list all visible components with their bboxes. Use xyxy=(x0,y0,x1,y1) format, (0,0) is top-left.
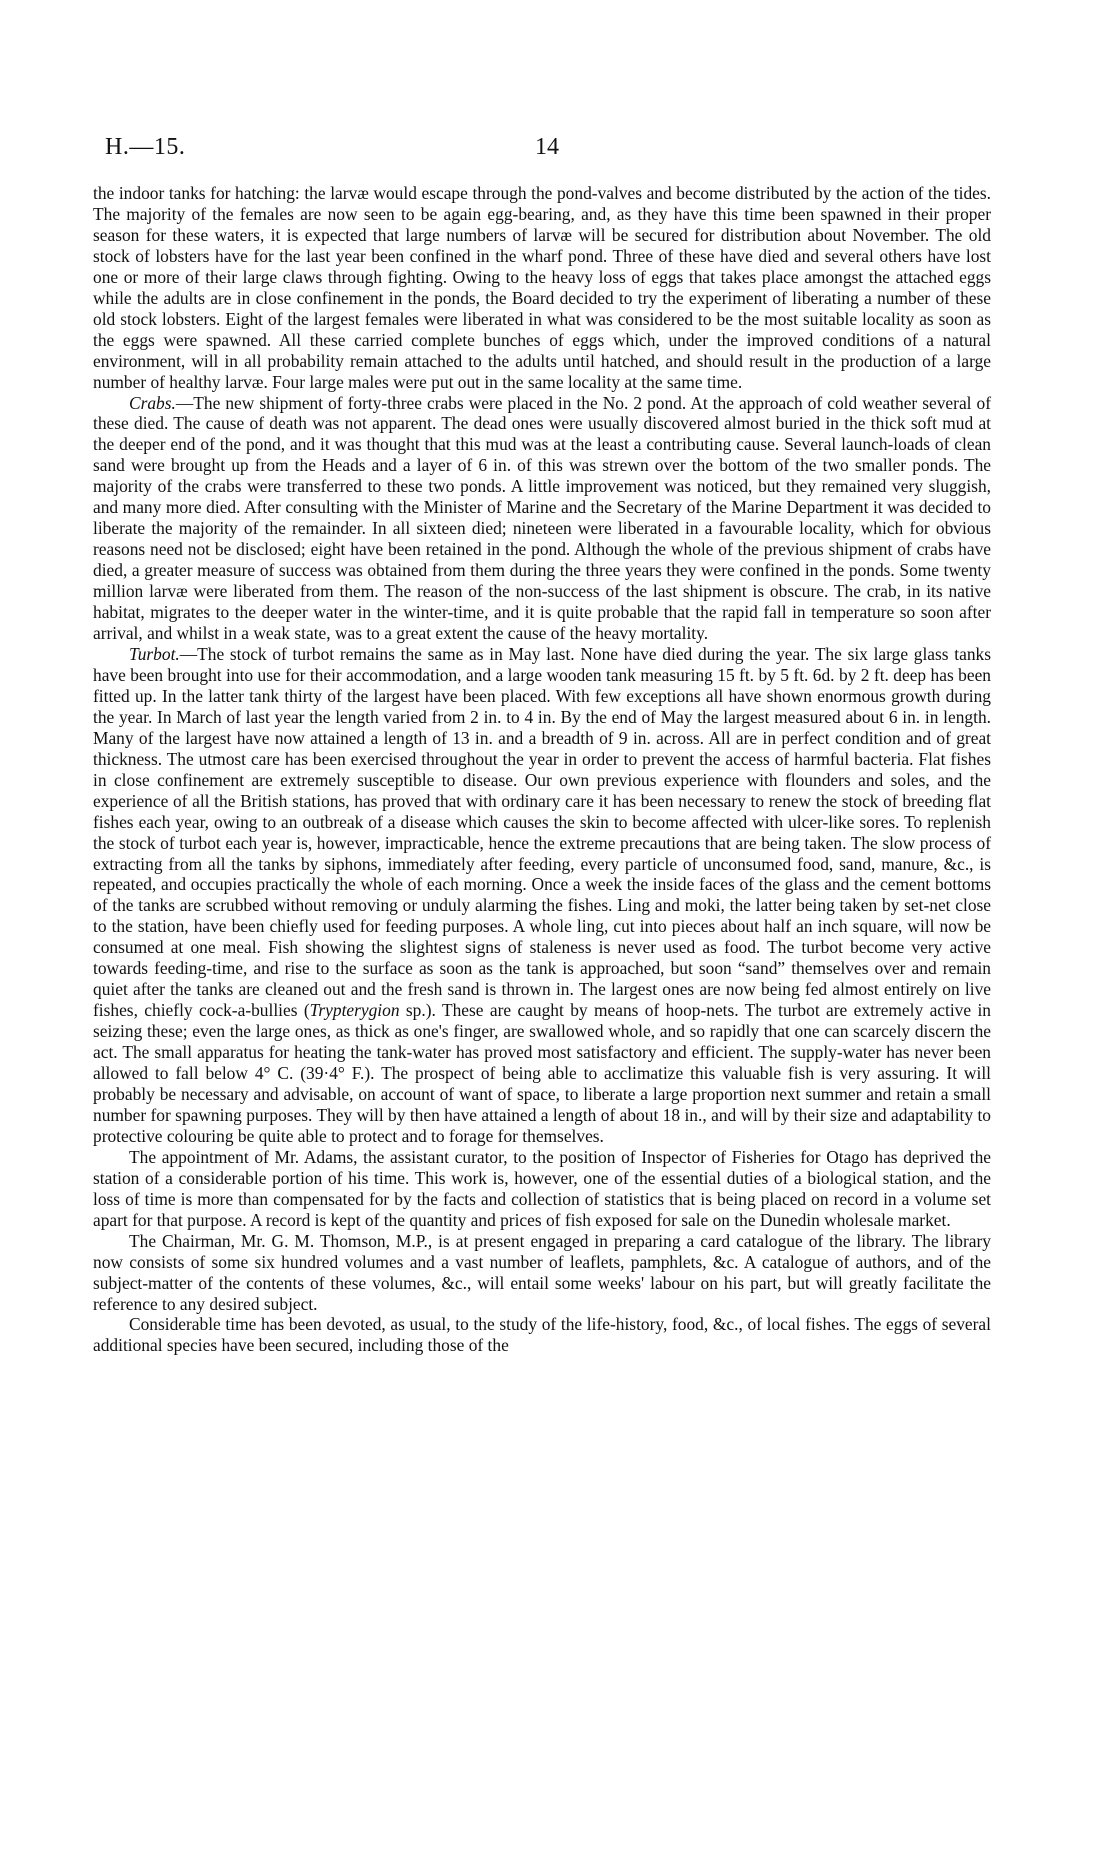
body-text xyxy=(93,183,991,1356)
paragraph-library-catalogue xyxy=(93,1231,991,1315)
running-head xyxy=(105,134,1005,164)
paragraph-local-fishes xyxy=(93,1314,991,1356)
paragraph-text: The Chairman, Mr. G. M. Thomson, M.P., is at present engaged in preparing a card catalogue of the library. The library now consists of some six hundred volumes and a vast number of leaflets, pamphlets, &c. A catalogue of authors, and of the subject-matter of the contents of these volumes, &c., will entail some weeks' labour on his part, but will greatly facilitate the reference to any desired subject. xyxy=(93,1230,991,1314)
section-lead-crabs: Crabs. xyxy=(129,392,176,413)
page-number: 14 xyxy=(535,134,559,160)
document-number: H.—15. xyxy=(105,134,186,160)
section-lead-turbot: Turbot. xyxy=(129,643,180,664)
paragraph-turbot xyxy=(93,644,991,1147)
paragraph-text: The appointment of Mr. Adams, the assistant curator, to the position of Inspector of Fisheries for Otago has deprived the station of a considerable portion of his time. This work is, however, one of the essential duties of a biological station, and the loss of time is more than compensated for by the facts and collection of statistics that is being placed on record in a volume set apart for that purpose. A record is kept of the quantity and prices of fish exposed for sale on the Dunedin wholesale market. xyxy=(93,1146,991,1230)
paragraph-lobsters-continued xyxy=(93,183,991,393)
paragraph-text: Considerable time has been devoted, as usual, to the study of the life-history, food, &c., of local fishes. The eggs of several additional species have been secured, including those of the xyxy=(93,1314,991,1356)
paragraph-text: —The stock of turbot remains the same as in May last. None have died during the year. The six large glass tanks have been brought into use for their accommodation, and a large wooden tank measuring 15 ft. by 5 ft. 6d. by 2 ft. deep has been fitted up. In the latter tank thirty of the largest have been placed. With few exceptions all have shown enormous growth during the year. In March of last year the length varied from 2 in. to 4 in. By the end of May the largest measured about 6 in. in length. Many of the largest have now attained a length of 13 in. and a breadth of 9 in. across. All are in perfect condition and of great thickness. The utmost care has been exercised throughout the year in order to prevent the access of harmful bacteria. Flat fishes in close confinement are extremely susceptible to disease. Our own previous experience with flounders and soles, and the experience of all the British stations, has proved that with ordinary care it has been necessary to renew the stock of breeding flat fishes each year, owing to an outbreak of a disease which causes the skin to become affected with ulcer-like sores. To replenish the stock of turbot each year is, however, impracticable, hence the extreme precautions that are being taken. The slow process of extracting from all the tanks by siphons, immediately after feeding, every particle of unconsumed food, sand, manure, &c., is repeated, and occupies practically the whole of each morning. Once a week the inside faces of the glass and the cement bottoms of the tanks are scrubbed without removing or unduly alarming the fishes. Ling and moki, the latter being taken by set-net close to the station, have been chiefly used for feeding purposes. A whole ling, cut into pieces about half an inch square, will now be consumed at one meal. Fish showing the slightest signs of staleness is never used as food. The turbot become very active towards feeding-time, and rise to the surface as soon as the tank is approached, but soon “sand” themselves over and remain quiet after the tanks are cleaned out and the fresh sand is thrown in. The largest ones are now being fed almost entirely on live fishes, chiefly cock-a-bullies ( xyxy=(93,643,991,1021)
paragraph-text: —The new shipment of forty-three crabs were placed in the No. 2 pond. At the approach of cold weather several of these died. The cause of death was not apparent. The dead ones were usually discovered almost buried in the thick soft mud at the deeper end of the pond, and it was thought that this mud was at the least a contributing cause. Several launch-loads of clean sand were brought up from the Heads and a layer of 6 in. of this was strewn over the bottom of the two smaller ponds. The majority of the crabs were transferred to these two ponds. A little improvement was noticed, but they remained very sluggish, and many more died. After consulting with the Minister of Marine and the Secretary of the Marine Department it was decided to liberate the majority of the remainder. In all sixteen died; nineteen were liberated in a favourable locality, which for obvious reasons need not be disclosed; eight have been retained in the pond. Although the whole of the previous shipment of crabs have died, a greater measure of success was obtained from them during the three years they were confined in the ponds. Some twenty million larvæ were liberated from them. The reason of the non-success of the last shipment is obscure. The crab, in its native habitat, migrates to the deeper water in the winter-time, and it is quite probable that the rapid fall in temperature so soon after arrival, and whilst in a weak state, was to a great extent the cause of the heavy mortality. xyxy=(93,392,991,644)
paragraph-text: the indoor tanks for hatching: the larvæ would escape through the pond-valves and become distributed by the action of the tides. The majority of the females are now seen to be again egg-bearing, and, as they have this time been spawned in their proper season for these waters, it is expected that large numbers of larvæ will be secured for distribution about November. The old stock of lobsters have for the last year been confined in the wharf pond. Three of these have died and several others have lost one or more of their large claws through fighting. Owing to the heavy loss of eggs that takes place amongst the attached eggs while the adults are in close confinement in the ponds, the Board decided to try the experiment of liberating a number of these old stock lobsters. Eight of the largest females were liberated in what was considered to be the most suitable locality as soon as the eggs were spawned. All these carried complete bunches of eggs which, under the improved conditions of a natural environment, will in all probability remain attached to the adults until hatched, and should result in the production of a large number of healthy larvæ. Four large males were put out in the same locality at the same time. xyxy=(93,183,991,392)
paragraph-crabs xyxy=(93,393,991,644)
scientific-name: Trypterygion xyxy=(309,1000,400,1021)
paragraph-text: sp.). These are caught by means of hoop-nets. The turbot are extremely active in seizing these; even the large ones, as thick as one's finger, are swallowed whole, and so rapidly that one can scarcely discern the act. The small apparatus for heating the tank-water has proved most satisfactory and efficient. The supply-water has never been allowed to fall below 4° C. (39·4° F.). The prospect of being able to acclimatize this valuable fish is very assuring. It will probably be necessary and advisable, on account of want of space, to liberate a large proportion next summer and retain a small number for spawning purposes. They will by then have attained a length of about 18 in., and will by their size and adaptability to protective colouring be quite able to protect and to forage for themselves. xyxy=(93,1000,991,1146)
paragraph-inspector-appointment xyxy=(93,1147,991,1231)
